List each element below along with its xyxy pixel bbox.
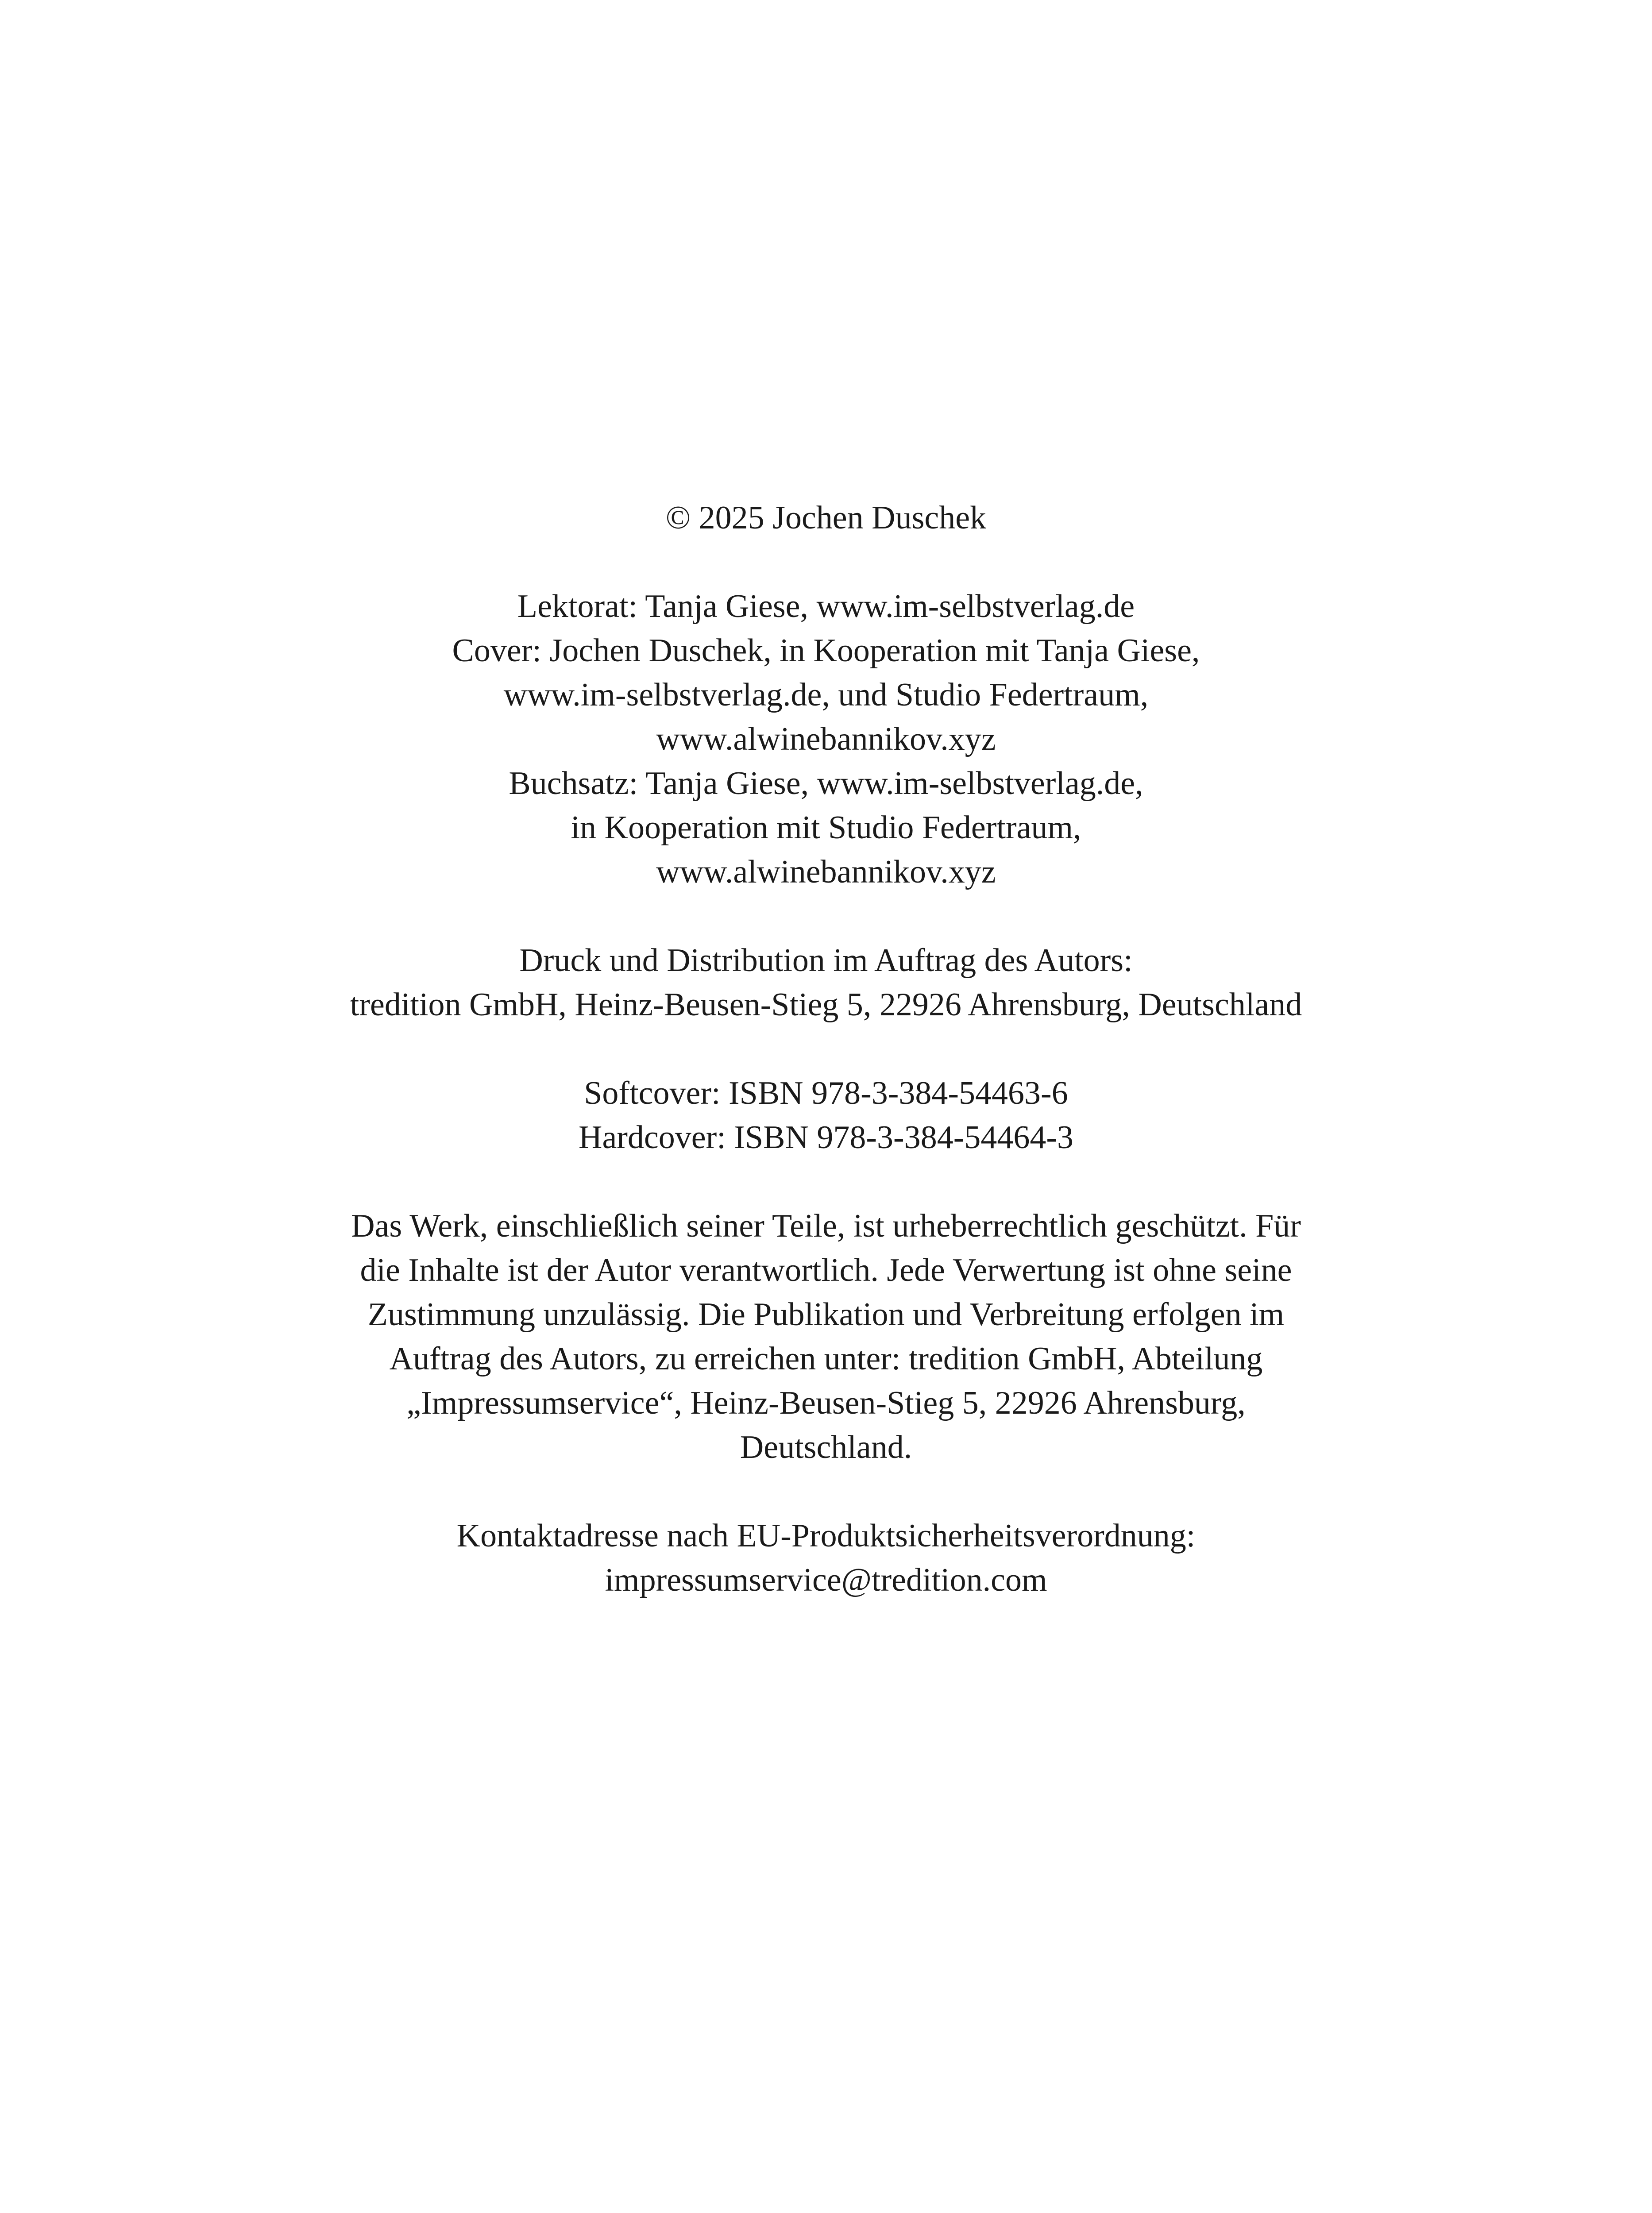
isbn-softcover: Softcover: ISBN 978-3-384-54463-6 <box>584 1075 1068 1111</box>
isbn-block <box>0 1071 1652 1160</box>
credit-line-cover-url: www.alwinebannikov.xyz <box>656 721 996 757</box>
legal-block <box>0 1204 1652 1469</box>
copyright-block <box>0 496 1652 540</box>
credit-line-typesetting-cont: in Kooperation mit Studio Federtraum, <box>571 810 1081 846</box>
credit-line-editing: Lektorat: Tanja Giese, www.im-selbstverlag.de <box>517 588 1135 625</box>
contact-email: impressumservice@tredition.com <box>605 1562 1047 1598</box>
legal-line: die Inhalte ist der Autor verantwortlich. Jede Verwertung ist ohne seine <box>360 1252 1292 1288</box>
legal-line: Deutschland. <box>740 1429 912 1465</box>
print-block <box>0 938 1652 1027</box>
print-line-address: tredition GmbH, Heinz-Beusen-Stieg 5, 22926 Ahrensburg, Deutschland <box>350 987 1302 1023</box>
credit-line-cover: Cover: Jochen Duschek, in Kooperation mit Tanja Giese, <box>452 632 1200 669</box>
imprint-page <box>0 496 1652 1646</box>
copyright-line: © 2025 Jochen Duschek <box>665 500 987 536</box>
credit-line-typesetting: Buchsatz: Tanja Giese, www.im-selbstverlag.de, <box>509 765 1143 802</box>
print-line-heading: Druck und Distribution im Auftrag des Autors: <box>519 942 1133 979</box>
legal-line: Das Werk, einschließlich seiner Teile, ist urheberrechtlich geschützt. Für <box>351 1208 1301 1244</box>
legal-line: „Impressumservice“, Heinz-Beusen-Stieg 5, 22926 Ahrensburg, <box>406 1385 1246 1421</box>
isbn-hardcover: Hardcover: ISBN 978-3-384-54464-3 <box>579 1119 1073 1156</box>
legal-line: Zustimmung unzulässig. Die Publikation und Verbreitung erfolgen im <box>367 1296 1285 1333</box>
credit-line-cover-cont: www.im-selbstverlag.de, und Studio Federtraum, <box>503 677 1149 713</box>
legal-line: Auftrag des Autors, zu erreichen unter: tredition GmbH, Abteilung <box>389 1341 1263 1377</box>
contact-line-heading: Kontaktadresse nach EU-Produktsicherheitsverordnung: <box>456 1518 1196 1554</box>
credits-block <box>0 584 1652 894</box>
credit-line-typesetting-url: www.alwinebannikov.xyz <box>656 854 996 890</box>
contact-block <box>0 1514 1652 1602</box>
